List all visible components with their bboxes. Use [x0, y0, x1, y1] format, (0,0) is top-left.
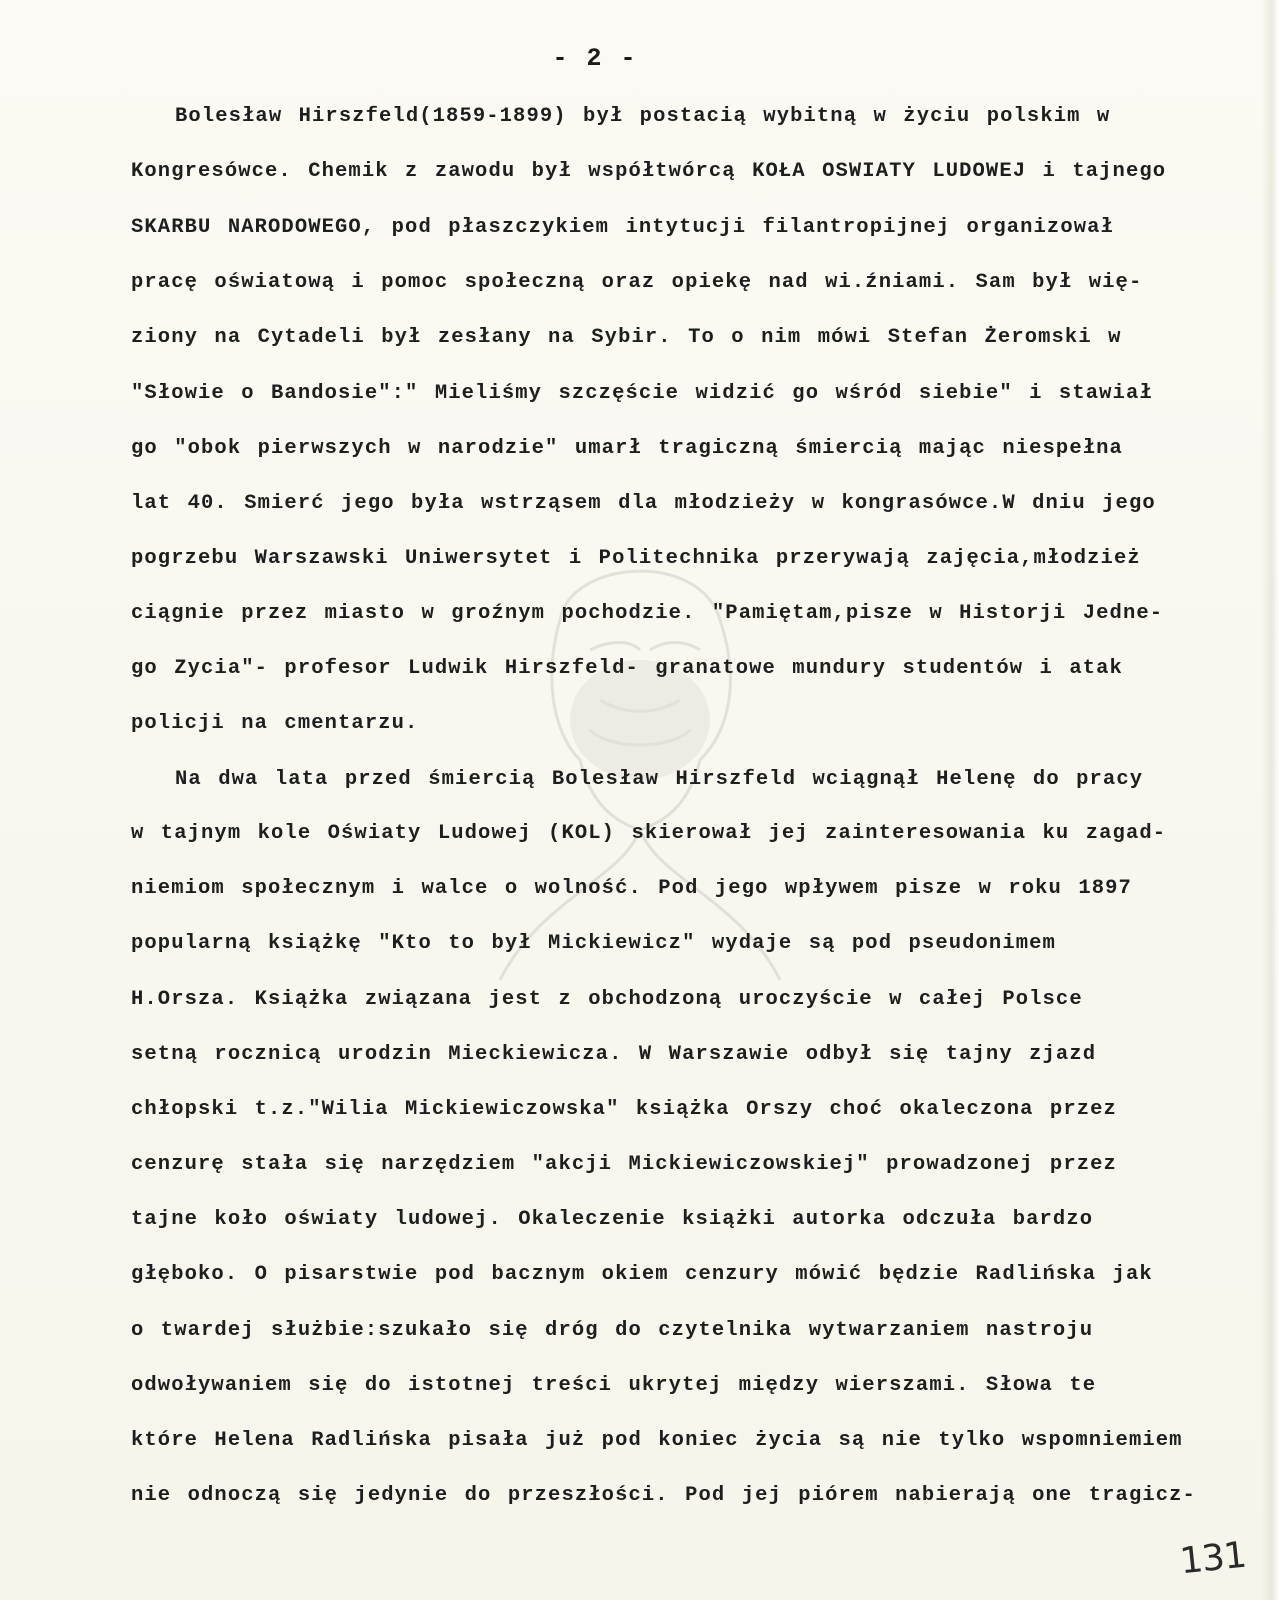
text-line: chłopski t.z."Wilia Mickiewiczowska" książka Orszy choć okaleczona przez — [131, 1098, 1117, 1121]
text-line: cenzurę stała się narzędziem "akcji Mickiewiczowskiej" prowadzonej przez — [131, 1153, 1117, 1176]
text-line: ciągnie przez miasto w groźnym pochodzie. "Pamiętam,pisze w Historji Jedne- — [131, 602, 1164, 625]
text-line: nie odnoczą się jedynie do przeszłości. Pod jej piórem nabierają one tragicz- — [131, 1484, 1196, 1507]
text-line: które Helena Radlińska pisała już pod koniec życia są nie tylko wspomniemiem — [131, 1429, 1183, 1452]
text-line: pracę oświatową i pomoc społeczną oraz opiekę nad wi.źniami. Sam był wię- — [131, 271, 1143, 294]
text-line: pogrzebu Warszawski Uniwersytet i Politechnika przerywają zajęcia,młodzież — [131, 547, 1141, 570]
text-line: Kongresówce. Chemik z zawodu był współtwórcą KOŁA OSWIATY LUDOWEJ i tajnego — [131, 160, 1167, 183]
text-line: niemiom społecznym i walce o wolność. Pod jego wpływem pisze w roku 1897 — [131, 877, 1132, 900]
page-edge-shadow — [1261, 0, 1279, 1600]
text-line: policji na cmentarzu. — [131, 712, 419, 735]
text-line: popularną książkę "Kto to był Mickiewicz" wydaje są pod pseudonimem — [131, 932, 1056, 955]
text-line: go "obok pierwszych w narodzie" umarł tragiczną śmiercią mając niespełna — [131, 437, 1123, 460]
text-line: setną rocznicą urodzin Mieckiewicza. W Warszawie odbył się tajny zjazd — [131, 1043, 1097, 1066]
page-number: - 2 - — [552, 44, 638, 73]
text-line: "Słowie o Bandosie":" Mieliśmy szczęście widzić go wśród siebie" i stawiał — [131, 382, 1153, 405]
text-line: go Zycia"- profesor Ludwik Hirszfeld- granatowe mundury studentów i atak — [131, 657, 1123, 680]
text-line: Na dwa lata przed śmiercią Bolesław Hirszfeld wciągnął Helenę do pracy — [175, 768, 1144, 791]
text-line: ziony na Cytadeli był zesłany na Sybir. To o nim mówi Stefan Żeromski w — [131, 326, 1122, 349]
text-line: głęboko. O pisarstwie pod bacznym okiem cenzury mówić będzie Radlińska jak — [131, 1263, 1153, 1286]
text-line: tajne koło oświaty ludowej. Okaleczenie książki autorka odczuła bardzo — [131, 1208, 1094, 1231]
text-line: o twardej służbie:szukało się dróg do czytelnika wytwarzaniem nastroju — [131, 1319, 1094, 1342]
text-line: H.Orsza. Książka związana jest z obchodzoną uroczyście w całej Polsce — [131, 988, 1083, 1011]
text-line: Bolesław Hirszfeld(1859-1899) był postacią wybitną w życiu polskim w — [175, 105, 1111, 128]
handwritten-archive-number: 131 — [1178, 1534, 1248, 1583]
text-line: odwoływaniem się do istotnej treści ukrytej między wierszami. Słowa te — [131, 1374, 1097, 1397]
text-line: w tajnym kole Oświaty Ludowej (KOL) skierował jej zainteresowania ku zagad- — [131, 822, 1167, 845]
text-line: SKARBU NARODOWEGO, pod płaszczykiem intytucji filantropijnej organizował — [131, 216, 1114, 239]
text-line: lat 40. Smierć jego była wstrząsem dla młodzieży w kongrasówce.W dniu jego — [131, 492, 1156, 515]
